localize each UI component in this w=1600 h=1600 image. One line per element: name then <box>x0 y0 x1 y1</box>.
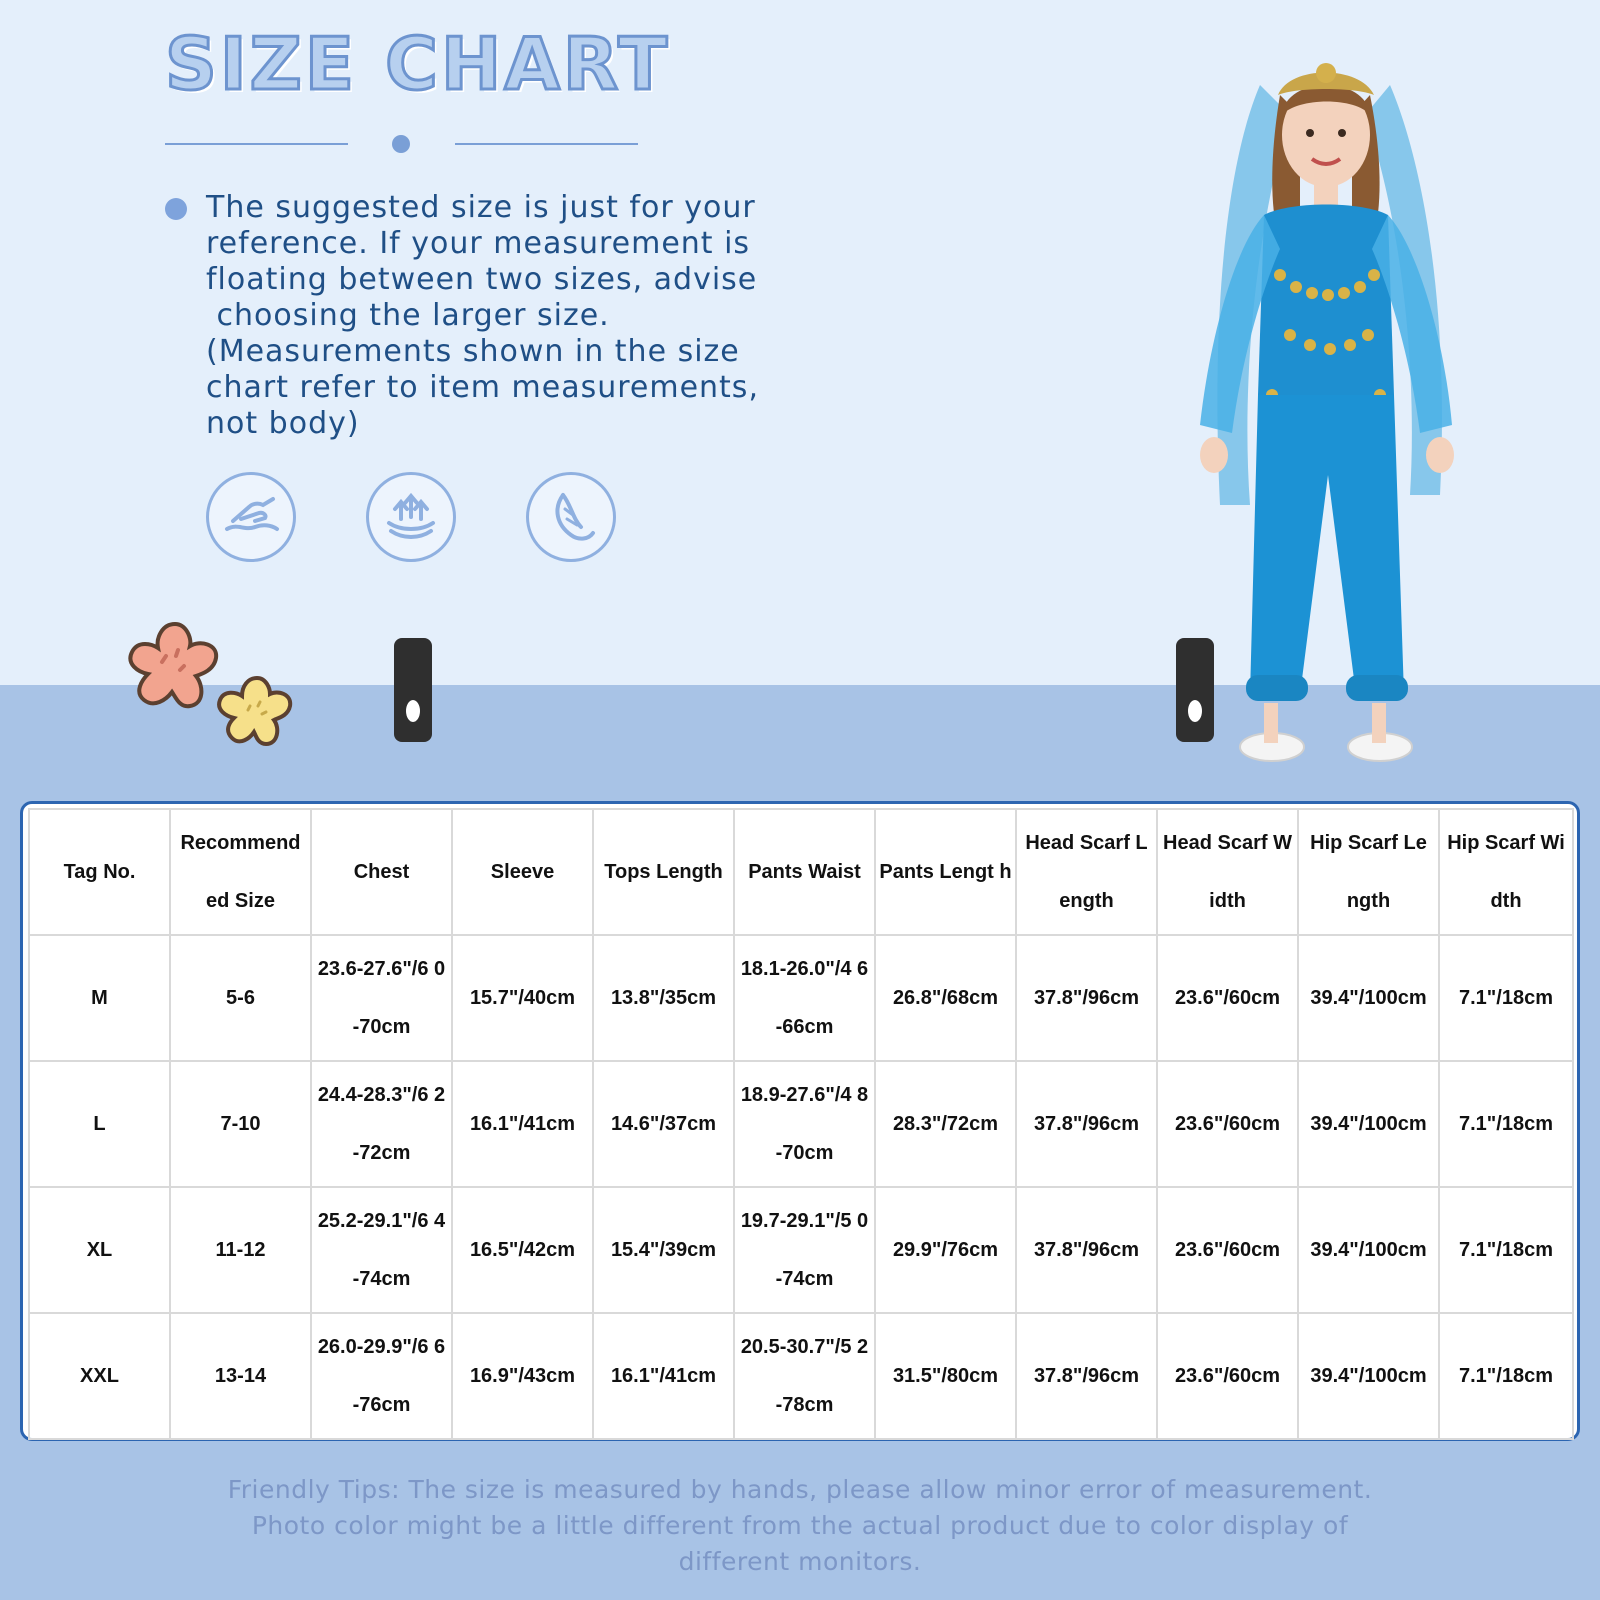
table-cell: 37.8"/96cm <box>1016 1313 1157 1439</box>
table-cell: 15.4"/39cm <box>593 1187 734 1313</box>
table-cell: 20.5-30.7"/5 2-78cm <box>734 1313 875 1439</box>
table-cell: 26.0-29.9"/6 6-76cm <box>311 1313 452 1439</box>
table-cell: 7.1"/18cm <box>1439 1313 1573 1439</box>
header-tag-no: Tag No. <box>29 809 170 935</box>
note-line: The suggested size is just for your <box>206 190 756 225</box>
friendly-tips <box>150 1472 1450 1580</box>
note-line: not body) <box>206 406 360 441</box>
table-cell: XXL <box>29 1313 170 1439</box>
note-line: (Measurements shown in the size <box>206 334 740 369</box>
header-head-scarf-length: Head Scarf Length <box>1016 809 1157 935</box>
page-title: SIZE CHART <box>165 22 671 106</box>
table-cell: 5-6 <box>170 935 311 1061</box>
table-cell: L <box>29 1061 170 1187</box>
table-cell: M <box>29 935 170 1061</box>
table-cell: 39.4"/100cm <box>1298 1061 1439 1187</box>
table-cell: 16.5"/42cm <box>452 1187 593 1313</box>
table-header-row <box>29 809 1573 935</box>
table-cell: 13.8"/35cm <box>593 935 734 1061</box>
model-photo <box>1160 35 1490 785</box>
title-divider-right <box>455 143 638 145</box>
table-cell: 16.1"/41cm <box>593 1313 734 1439</box>
note-line: choosing the larger size. <box>206 298 610 333</box>
table-cell: 19.7-29.1"/5 0-74cm <box>734 1187 875 1313</box>
table-cell: 7-10 <box>170 1061 311 1187</box>
table-cell: 39.4"/100cm <box>1298 1313 1439 1439</box>
table-cell: 26.8"/68cm <box>875 935 1016 1061</box>
soft-feather-icon <box>526 472 616 562</box>
title-divider-dot <box>392 135 410 153</box>
header-sleeve: Sleeve <box>452 809 593 935</box>
table-row <box>29 935 1573 1061</box>
table-cell: 7.1"/18cm <box>1439 1061 1573 1187</box>
table-cell: 37.8"/96cm <box>1016 935 1157 1061</box>
table-cell: 18.9-27.6"/4 8-70cm <box>734 1061 875 1187</box>
size-note <box>206 190 846 442</box>
tips-line: Friendly Tips: The size is measured by hands, please allow minor error of measurement. <box>227 1475 1373 1504</box>
table-cell: 13-14 <box>170 1313 311 1439</box>
table-cell: 16.9"/43cm <box>452 1313 593 1439</box>
table-cell: 7.1"/18cm <box>1439 1187 1573 1313</box>
header-head-scarf-width: Head Scarf Width <box>1157 809 1298 935</box>
table-cell: 16.1"/41cm <box>452 1061 593 1187</box>
yellow-flower-icon <box>212 672 302 752</box>
title-divider-left <box>165 143 348 145</box>
note-line: chart refer to item measurements, <box>206 370 759 405</box>
table-cell: 23.6"/60cm <box>1157 1061 1298 1187</box>
header-tops-length: Tops Length <box>593 809 734 935</box>
stand-post-left <box>394 638 432 742</box>
table-cell: 23.6"/60cm <box>1157 935 1298 1061</box>
table-row <box>29 1187 1573 1313</box>
table-row <box>29 1061 1573 1187</box>
table-cell: 39.4"/100cm <box>1298 1187 1439 1313</box>
table-cell: 37.8"/96cm <box>1016 1061 1157 1187</box>
size-table <box>28 808 1574 1440</box>
table-cell: 23.6-27.6"/6 0-70cm <box>311 935 452 1061</box>
table-cell: 23.6"/60cm <box>1157 1187 1298 1313</box>
tips-line: different monitors. <box>678 1547 922 1576</box>
table-cell: 28.3"/72cm <box>875 1061 1016 1187</box>
table-cell: 39.4"/100cm <box>1298 935 1439 1061</box>
tips-line: Photo color might be a little different from the actual product due to color display of <box>251 1511 1349 1540</box>
note-line: floating between two sizes, advise <box>206 262 758 297</box>
note-line: reference. If your measurement is <box>206 226 751 261</box>
header-hip-scarf-width: Hip Scarf Wi dth <box>1439 809 1573 935</box>
table-cell: 25.2-29.1"/6 4-74cm <box>311 1187 452 1313</box>
table-cell: 18.1-26.0"/4 6-66cm <box>734 935 875 1061</box>
table-cell: 37.8"/96cm <box>1016 1187 1157 1313</box>
table-cell: 14.6"/37cm <box>593 1061 734 1187</box>
table-cell: 29.9"/76cm <box>875 1187 1016 1313</box>
table-cell: XL <box>29 1187 170 1313</box>
header-pants-length: Pants Lengt h <box>875 809 1016 935</box>
header-recommended-size: Recommend ed Size <box>170 809 311 935</box>
table-row <box>29 1313 1573 1439</box>
table-cell: 24.4-28.3"/6 2-72cm <box>311 1061 452 1187</box>
table-cell: 11-12 <box>170 1187 311 1313</box>
header-hip-scarf-length: Hip Scarf Le ngth <box>1298 809 1439 935</box>
note-bullet <box>165 198 187 220</box>
table-cell: 15.7"/40cm <box>452 935 593 1061</box>
table-cell: 31.5"/80cm <box>875 1313 1016 1439</box>
table-cell: 7.1"/18cm <box>1439 935 1573 1061</box>
header-pants-waist: Pants Waist <box>734 809 875 935</box>
size-table-frame <box>20 801 1580 1441</box>
hand-wash-icon <box>206 472 296 562</box>
table-cell: 23.6"/60cm <box>1157 1313 1298 1439</box>
header-chest: Chest <box>311 809 452 935</box>
stretch-icon <box>366 472 456 562</box>
